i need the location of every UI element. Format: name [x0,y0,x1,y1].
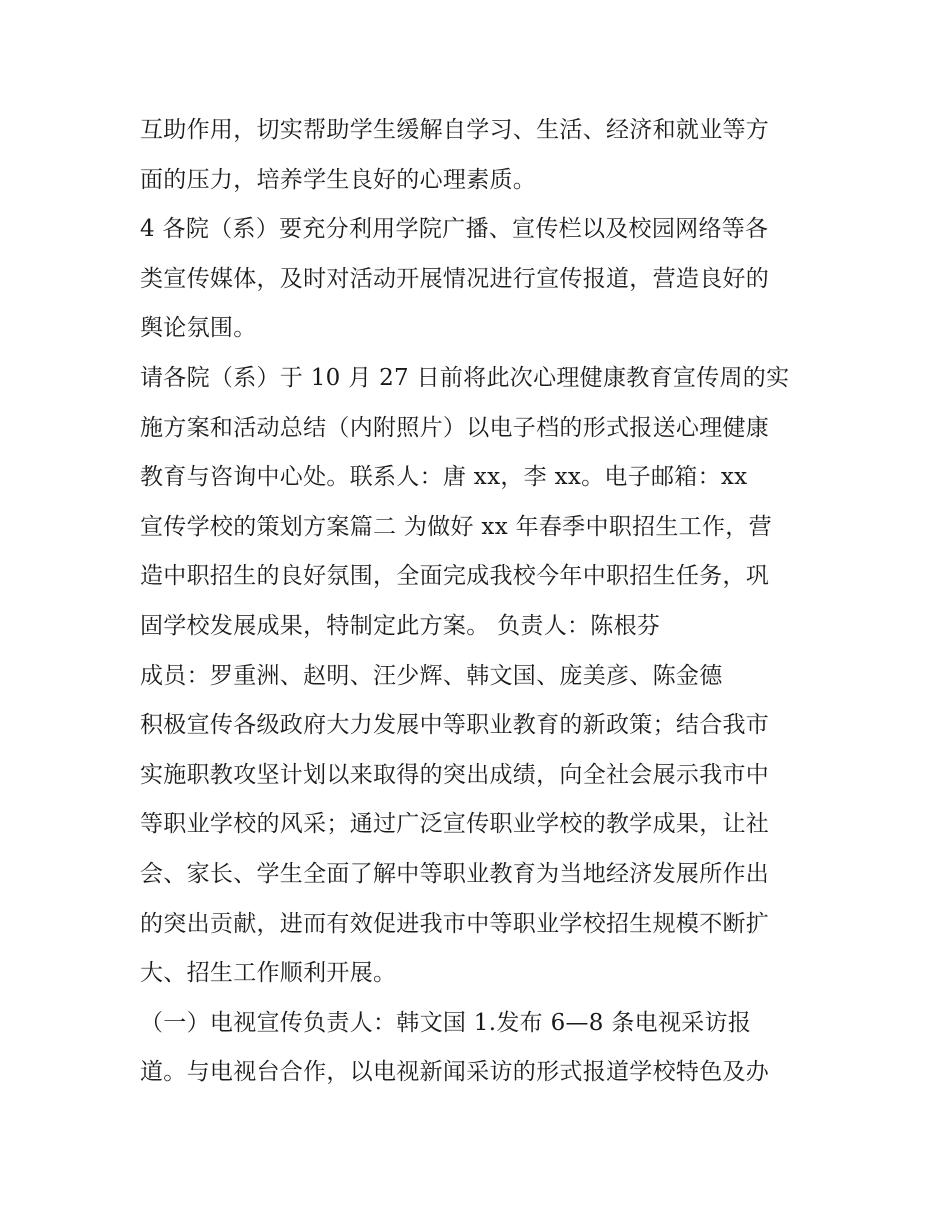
text-line: 等职业学校的风采；通过广泛宣传职业学校的教学成果，让社 [140,811,770,838]
text-line: （一）电视宣传负责人：韩文国 1.发布 6—8 条电视采访报 [140,1009,752,1036]
text-line: 道。与电视台合作，以电视新闻采访的形式报道学校特色及办 [140,1059,770,1086]
text-line: 舆论氛围。 [140,315,257,342]
text-line: 面的压力，培养学生良好的心理素质。 [140,166,537,193]
document-body [140,106,820,1098]
text-line: 的突出贡献，进而有效促进我市中等职业学校招生规模不断扩 [140,910,770,937]
text-line: 4 各院（系）要充分利用学院广播、宣传栏以及校园网络等各 [140,216,769,243]
text-line: 造中职招生的良好氛围，全面完成我校今年中职招生任务，巩 [140,563,770,590]
text-line: 固学校发展成果，特制定此方案。 负责人：陈根芬 [140,612,661,639]
text-line: 积极宣传各级政府大力发展中等职业教育的新政策；结合我市 [140,712,770,739]
text-line: 成员：罗重洲、赵明、汪少辉、韩文国、庞美彦、陈金德 [140,662,723,689]
text-line: 会、家长、学生全面了解中等职业教育为当地经济发展所作出 [140,860,770,887]
text-line: 大、招生工作顺利开展。 [140,960,397,987]
text-line: 宣传学校的策划方案篇二 为做好 xx 年春季中职招生工作，营 [140,513,772,540]
text-line: 教育与咨询中心处。联系人：唐 xx，李 xx。电子邮箱：xx [140,464,748,491]
text-line: 施方案和活动总结（内附照片）以电子档的形式报送心理健康 [140,414,770,441]
text-line: 类宣传媒体，及时对活动开展情况进行宣传报道，营造良好的 [140,265,770,292]
text-line: 互助作用，切实帮助学生缓解自学习、生活、经济和就业等方 [140,117,770,143]
text-line: 请各院（系）于 10 月 27 日前将此次心理健康教育宣传周的实 [140,364,790,391]
text-line: 实施职教攻坚计划以来取得的突出成绩，向全社会展示我市中 [140,761,770,788]
